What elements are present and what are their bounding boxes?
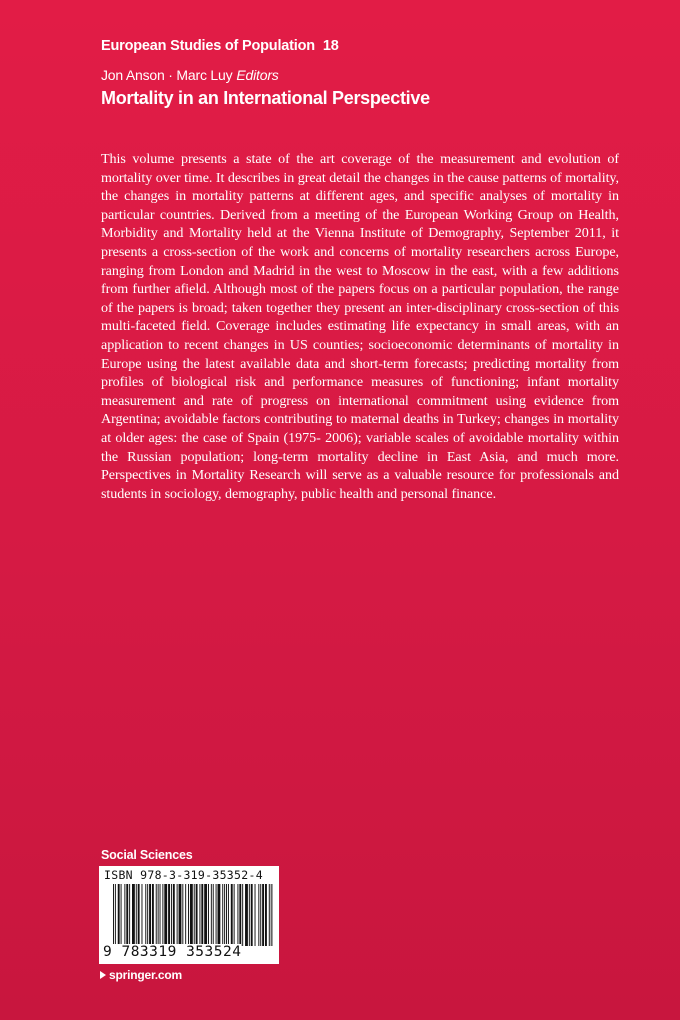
- barcode-bar: [242, 884, 243, 946]
- barcode-bar: [260, 884, 261, 946]
- barcode-bar: [265, 884, 267, 946]
- barcode-bar: [199, 884, 200, 946]
- barcode-bar: [179, 884, 182, 946]
- barcode-bar: [158, 884, 159, 946]
- barcode-bar: [204, 884, 207, 946]
- barcode-bar: [136, 884, 137, 946]
- barcode-bar: [226, 884, 227, 946]
- description-text: This volume presents a state of the art coverage of the measurement and evolution of mortality over time. It describes in great detail the changes in the cause patterns of mortality, the changes in mortality patterns at different ages, and specific analyses of mortality in particular countries. Derived from a meeting of the European Working Group on Health, Morbidity and Mortality held at the Vienna Institute of Demography, September 2011, it presents a cross-section of the work and concerns of mortality researchers across Europe, ranging from London and Madrid in the west to Moscow in the east, with a few additions from further afield. Although most of the papers focus on a particular population, the range of the papers is broad; taken together they present an inter-disciplinary cross-section of this multi-faceted field. Coverage includes estimating life expectancy in small areas, with an application to recent changes in US counties; socioeconomic determinants of mortality in Europe using the latest available data and short-term forecasts; predicting mortality from profiles of biological risk and performance measures of functioning; infant mortality measurement and rate of progress on international commitment using evidence from Argentina; avoidable factors contributing to maternal deaths in Turkey; changes in mortality at older ages: the case of Spain (1975- 2006); variable scales of avoidable mortality within the Russian population; long-term mortality decline in East Asia, and much more. Perspectives in Mortality Research will serve as a valuable resource for professionals and students in sociology, demography, public health and personal finance.: [101, 151, 619, 502]
- barcode-bar: [234, 884, 235, 946]
- barcode-bar: [213, 884, 214, 946]
- barcode-bar: [255, 884, 256, 946]
- barcode-bar: [228, 884, 229, 946]
- subject-category: Social Sciences: [101, 848, 193, 862]
- barcode-bar: [145, 884, 146, 946]
- barcode-bar: [168, 884, 170, 946]
- barcode-bar: [211, 884, 212, 946]
- barcode-bar: [237, 884, 238, 946]
- barcode-bar: [208, 884, 209, 946]
- series-line: [101, 38, 339, 54]
- barcode-bar: [142, 884, 143, 946]
- editors-names: Jon Anson · Marc Luy: [101, 67, 233, 83]
- arrow-right-icon: [100, 971, 106, 979]
- barcode-bar: [249, 884, 250, 946]
- barcode-bar: [216, 884, 217, 946]
- isbn-text: ISBN 978-3-319-35352-4: [104, 868, 263, 882]
- barcode-bar: [196, 884, 198, 946]
- barcode-bar: [251, 884, 253, 946]
- ean-digits: 9 783319 353524: [103, 944, 242, 960]
- barcode-bar: [132, 884, 135, 946]
- barcode-bar: [245, 884, 248, 946]
- barcode-bar: [164, 884, 167, 946]
- barcode-bar: [126, 884, 128, 946]
- barcode-bar: [224, 884, 225, 946]
- editors-line: [101, 67, 279, 83]
- editors-role: Editors: [236, 67, 279, 83]
- publisher-link-label: springer.com: [109, 968, 182, 982]
- barcode-bar: [147, 884, 148, 946]
- barcode-bar: [194, 884, 195, 946]
- publisher-link[interactable]: [100, 968, 182, 982]
- barcode-bar: [129, 884, 130, 946]
- barcode-bar: [185, 884, 186, 946]
- barcode-bar: [171, 884, 172, 946]
- barcode-bars: [113, 884, 273, 946]
- barcode-bar: [188, 884, 189, 946]
- book-title: Mortality in an International Perspective: [101, 88, 430, 108]
- barcode-bar: [156, 884, 157, 946]
- barcode-bar: [173, 884, 175, 946]
- barcode-bar: [271, 884, 272, 946]
- barcode-bar: [239, 884, 241, 946]
- barcode-bar: [177, 884, 178, 946]
- barcode-bar: [152, 884, 154, 946]
- barcode-bar: [231, 884, 233, 946]
- barcode-bar: [162, 884, 163, 946]
- barcode-bar: [218, 884, 221, 946]
- barcode-bar: [262, 884, 264, 946]
- barcode-bar: [113, 884, 114, 946]
- barcode-bar: [258, 884, 259, 946]
- barcode-bar: [121, 884, 122, 946]
- barcode-bar: [124, 884, 125, 946]
- barcode-bar: [222, 884, 223, 946]
- barcode-bar: [190, 884, 193, 946]
- barcode-bar: [138, 884, 140, 946]
- barcode-bar: [201, 884, 203, 946]
- barcode-bar: [115, 884, 116, 946]
- series-name: European Studies of Population: [101, 38, 315, 54]
- barcode-bar: [118, 884, 120, 946]
- barcode: [99, 866, 279, 964]
- barcode-bar: [269, 884, 270, 946]
- barcode-bar: [160, 884, 161, 946]
- barcode-bar: [182, 884, 183, 946]
- barcode-bar: [149, 884, 151, 946]
- series-volume: 18: [322, 38, 339, 54]
